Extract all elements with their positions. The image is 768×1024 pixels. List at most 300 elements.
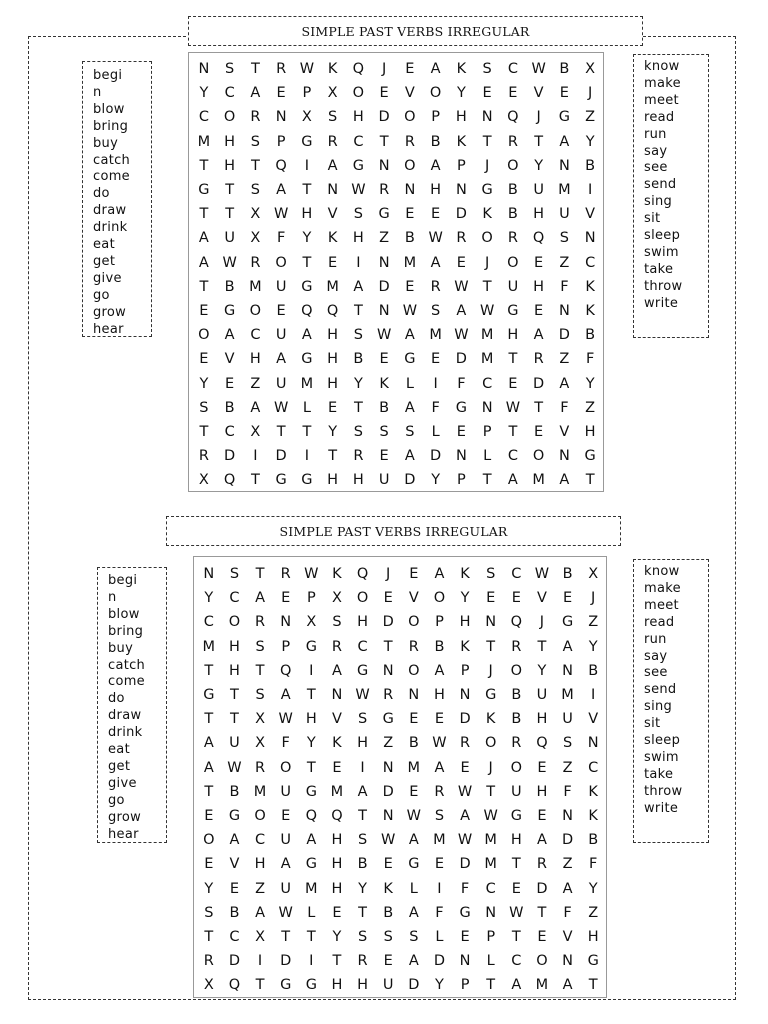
letter-cell: B: [588, 832, 599, 849]
letter-cell: W: [432, 735, 447, 752]
letter-cell: H: [331, 977, 343, 994]
letter-cell: V: [229, 856, 240, 873]
letter-cell: N: [203, 566, 215, 583]
letter-cell: O: [223, 109, 236, 126]
letter-cell: A: [250, 399, 261, 416]
letter-cell: E: [383, 953, 393, 970]
letter-cell: R: [430, 278, 441, 295]
letter-cell: M: [403, 254, 417, 271]
letter-cell: I: [360, 759, 365, 776]
word-item: bring: [93, 118, 129, 134]
word-item: read: [644, 109, 675, 125]
letter-cell: R: [280, 566, 291, 583]
letter-cell: S: [353, 206, 363, 223]
letter-cell: F: [276, 230, 286, 247]
letter-cell: L: [483, 448, 492, 465]
letter-cell: A: [536, 832, 547, 849]
letter-cell: T: [511, 856, 521, 873]
letter-cell: K: [485, 711, 496, 728]
letter-cell: T: [486, 638, 496, 655]
letter-cell: N: [558, 302, 570, 319]
letter-cell: C: [507, 448, 518, 465]
grid-row: [196, 828, 606, 852]
letter-cell: G: [584, 448, 596, 465]
word-item: sing: [644, 194, 673, 210]
letter-cell: R: [203, 953, 214, 970]
letter-cell: M: [433, 832, 446, 849]
letter-cell: Y: [456, 85, 466, 102]
letter-cell: S: [486, 566, 496, 583]
letter-cell: H: [536, 711, 548, 728]
letter-cell: C: [224, 85, 235, 102]
letter-cell: P: [435, 614, 444, 631]
letter-cell: T: [225, 206, 235, 223]
letter-cell: P: [457, 157, 466, 174]
letter-cell: A: [434, 662, 445, 679]
grid-row: [191, 130, 603, 154]
letter-cell: T: [281, 928, 291, 945]
letter-cell: T: [486, 783, 496, 800]
letter-cell: B: [229, 904, 240, 921]
letter-cell: V: [533, 85, 544, 102]
letter-cell: A: [562, 880, 573, 897]
letter-cell: X: [250, 423, 261, 440]
letter-cell: C: [588, 759, 599, 776]
letter-cell: O: [408, 614, 420, 631]
letter-cell: F: [281, 735, 290, 752]
letter-cell: F: [560, 278, 569, 295]
word-item: know: [644, 564, 680, 579]
word-item: catch: [93, 152, 131, 168]
letter-cell: W: [428, 230, 443, 247]
letter-cell: T: [204, 711, 214, 728]
letter-cell: E: [537, 807, 547, 824]
letter-cell: E: [434, 856, 445, 873]
letter-cell: H: [533, 278, 545, 295]
letter-cell: C: [511, 953, 522, 970]
grid-row: [196, 756, 606, 780]
letter-cell: T: [585, 472, 595, 489]
letter-cell: R: [353, 448, 364, 465]
word-list: [98, 568, 166, 843]
letter-cell: C: [585, 254, 596, 271]
word-search-grid: [188, 52, 604, 492]
letter-cell: A: [559, 375, 570, 392]
letter-cell: O: [203, 832, 215, 849]
letter-cell: I: [304, 448, 310, 465]
word-item: sit: [644, 716, 661, 732]
grid-row: [196, 683, 606, 707]
letter-cell: X: [250, 206, 261, 223]
letter-cell: F: [460, 880, 470, 897]
letter-cell: R: [408, 638, 419, 655]
letter-cell: M: [249, 278, 262, 295]
letter-cell: E: [332, 759, 342, 776]
letter-cell: J: [484, 254, 490, 271]
letter-cell: P: [302, 85, 312, 102]
word-item: eat: [108, 742, 130, 758]
grid-row: [196, 925, 606, 949]
letter-cell: T: [199, 206, 209, 223]
letter-cell: T: [332, 953, 342, 970]
letter-cell: E: [405, 278, 415, 295]
letter-cell: W: [351, 182, 366, 199]
letter-cell: H: [228, 662, 240, 679]
letter-cell: I: [257, 953, 263, 970]
letter-cell: N: [587, 735, 599, 752]
letter-cell: V: [224, 351, 235, 368]
letter-cell: H: [533, 206, 545, 223]
word-item: write: [644, 295, 679, 311]
word-item: say: [644, 648, 668, 664]
letter-cell: P: [457, 472, 466, 489]
letter-cell: H: [331, 856, 343, 873]
letter-cell: N: [198, 61, 210, 78]
letter-cell: R: [250, 254, 261, 271]
letter-cell: E: [456, 254, 466, 271]
letter-cell: C: [357, 638, 368, 655]
letter-cell: N: [404, 182, 416, 199]
letter-cell: U: [382, 977, 394, 994]
letter-cell: W: [457, 783, 473, 800]
letter-cell: D: [404, 472, 416, 489]
letter-cell: D: [228, 953, 241, 970]
letter-cell: E: [511, 590, 521, 607]
letter-cell: B: [511, 687, 522, 704]
letter-cell: O: [228, 614, 241, 631]
letter-cell: S: [357, 832, 368, 849]
letter-cell: G: [408, 856, 420, 873]
letter-cell: T: [379, 133, 389, 150]
letter-cell: O: [404, 109, 416, 126]
grid-row: [196, 659, 606, 683]
letter-cell: M: [253, 783, 267, 800]
letter-cell: C: [229, 590, 240, 607]
letter-cell: E: [559, 85, 569, 102]
letter-cell: U: [562, 711, 573, 728]
letter-cell: M: [480, 351, 494, 368]
grid-row: [191, 371, 603, 395]
letter-cell: W: [273, 399, 289, 416]
letter-cell: I: [309, 953, 314, 970]
letter-cell: O: [249, 302, 262, 319]
letter-cell: E: [281, 590, 291, 607]
word-item: n: [108, 589, 117, 605]
letter-cell: K: [588, 783, 598, 800]
letter-cell: K: [332, 566, 342, 583]
grid-row: [191, 396, 603, 420]
letter-cell: S: [353, 327, 363, 344]
letter-cell: B: [408, 735, 419, 752]
letter-cell: U: [533, 182, 544, 199]
letter-cell: E: [409, 566, 419, 583]
right-word-list: [633, 54, 709, 338]
letter-cell: Q: [275, 157, 287, 174]
grid-row: [196, 780, 606, 804]
letter-cell: F: [563, 783, 572, 800]
letter-cell: H: [224, 157, 236, 174]
letter-cell: W: [509, 904, 524, 921]
letter-cell: E: [482, 85, 492, 102]
letter-cell: G: [455, 399, 467, 416]
letter-cell: R: [250, 109, 261, 126]
word-item: send: [644, 177, 677, 193]
letter-cell: N: [382, 807, 394, 824]
letter-cell: U: [229, 735, 240, 752]
letter-cell: T: [306, 928, 316, 945]
letter-cell: B: [430, 133, 441, 150]
letter-cell: E: [409, 783, 419, 800]
letter-cell: T: [225, 182, 235, 199]
letter-cell: H: [249, 351, 261, 368]
grid-row: [196, 973, 606, 997]
letter-cell: B: [562, 566, 573, 583]
letter-cell: V: [559, 423, 570, 440]
letter-cell: A: [460, 807, 471, 824]
letter-cell: U: [275, 375, 287, 392]
letter-cell: P: [276, 133, 286, 150]
letter-cell: R: [404, 133, 415, 150]
letter-cell: T: [230, 687, 239, 704]
letter-cell: D: [533, 375, 545, 392]
letter-cell: W: [479, 302, 495, 319]
letter-cell: E: [204, 807, 214, 824]
letter-cell: W: [227, 759, 242, 776]
letter-cell: T: [250, 472, 260, 489]
letter-cell: G: [275, 472, 287, 489]
letter-cell: H: [327, 375, 339, 392]
letter-cell: R: [198, 448, 209, 465]
letter-cell: A: [562, 977, 573, 994]
letter-cell: E: [508, 375, 518, 392]
letter-cell: M: [480, 327, 494, 344]
word-item: meet: [644, 92, 679, 108]
letter-cell: A: [430, 157, 441, 174]
letter-cell: Q: [305, 807, 318, 824]
letter-cell: A: [357, 783, 368, 800]
letter-cell: O: [481, 230, 493, 247]
letter-cell: E: [383, 590, 393, 607]
letter-cell: M: [561, 687, 574, 704]
letter-cell: Q: [301, 302, 313, 319]
letter-cell: Q: [507, 109, 519, 126]
letter-cell: H: [352, 472, 364, 489]
letter-cell: U: [280, 832, 291, 849]
word-item: drink: [108, 725, 143, 741]
letter-cell: S: [434, 807, 445, 824]
letter-cell: M: [326, 278, 339, 295]
letter-cell: J: [488, 662, 493, 679]
letter-cell: E: [383, 856, 393, 873]
letter-cell: S: [250, 182, 260, 199]
letter-cell: W: [457, 832, 473, 849]
letter-cell: Y: [358, 880, 367, 897]
letter-cell: N: [455, 448, 467, 465]
letter-cell: X: [588, 566, 599, 583]
word-item: make: [644, 580, 681, 596]
letter-cell: T: [486, 977, 496, 994]
letter-cell: N: [327, 182, 339, 199]
letter-cell: L: [302, 399, 311, 416]
word-item: sleep: [644, 733, 681, 749]
letter-cell: B: [507, 206, 518, 223]
letter-cell: A: [511, 977, 522, 994]
letter-cell: S: [328, 109, 338, 126]
letter-cell: S: [409, 928, 419, 945]
letter-cell: X: [203, 977, 214, 994]
word-item: hear: [108, 826, 139, 842]
word-list: [83, 62, 151, 337]
word-item: throw: [644, 783, 683, 799]
letter-cell: G: [305, 977, 317, 994]
letter-cell: A: [533, 327, 544, 344]
letter-cell: Y: [588, 638, 598, 655]
letter-cell: E: [537, 928, 547, 945]
letter-cell: F: [457, 375, 466, 392]
letter-cell: G: [481, 182, 493, 199]
letter-cell: A: [408, 953, 419, 970]
letter-cell: N: [485, 904, 497, 921]
letter-cell: T: [353, 302, 363, 319]
letter-cell: X: [255, 711, 266, 728]
letter-cell: H: [331, 832, 343, 849]
letter-cell: T: [353, 399, 363, 416]
word-item: go: [93, 287, 110, 303]
letter-cell: C: [353, 133, 364, 150]
letter-cell: K: [383, 880, 393, 897]
letter-cell: D: [430, 448, 442, 465]
letter-cell: T: [306, 759, 316, 776]
letter-cell: T: [358, 904, 367, 921]
letter-cell: Z: [585, 109, 596, 126]
letter-cell: H: [357, 735, 369, 752]
letter-cell: I: [591, 687, 596, 704]
letter-cell: A: [456, 302, 467, 319]
letter-cell: N: [485, 614, 497, 631]
letter-cell: E: [328, 399, 338, 416]
word-item: do: [93, 186, 110, 202]
letter-cell: K: [460, 566, 470, 583]
letter-cell: M: [197, 133, 211, 150]
letter-cell: T: [204, 928, 214, 945]
letter-cell: E: [431, 206, 441, 223]
letter-cell: T: [199, 157, 209, 174]
word-item: catch: [108, 657, 146, 673]
letter-cell: W: [454, 278, 469, 295]
letter-cell: G: [280, 977, 292, 994]
letter-cell: Q: [356, 566, 369, 583]
letter-cell: K: [585, 278, 595, 295]
letter-cell: D: [378, 278, 390, 295]
letter-cell: E: [204, 856, 214, 873]
word-item: begi: [93, 68, 123, 83]
letter-cell: M: [407, 759, 421, 776]
letter-cell: D: [433, 953, 446, 970]
letter-cell: E: [508, 85, 518, 102]
letter-cell: A: [404, 327, 415, 344]
letter-cell: E: [199, 302, 209, 319]
letter-cell: T: [511, 928, 521, 945]
letter-cell: Y: [302, 230, 312, 247]
word-item: bring: [108, 623, 144, 639]
letter-cell: W: [376, 327, 392, 344]
letter-cell: W: [299, 61, 315, 78]
letter-cell: Y: [431, 472, 441, 489]
word-item: buy: [93, 135, 119, 151]
letter-cell: T: [537, 904, 547, 921]
letter-cell: E: [379, 351, 389, 368]
letter-cell: H: [536, 783, 548, 800]
letter-cell: D: [455, 206, 467, 223]
letter-cell: X: [306, 614, 317, 631]
letter-cell: D: [275, 448, 287, 465]
grid-row: [191, 323, 603, 347]
letter-cell: O: [510, 662, 523, 679]
letter-cell: E: [511, 880, 521, 897]
letter-cell: A: [276, 351, 287, 368]
letter-cell: E: [562, 590, 573, 607]
letter-cell: A: [404, 399, 415, 416]
letter-cell: B: [224, 278, 235, 295]
letter-cell: N: [408, 687, 420, 704]
letter-cell: R: [507, 230, 518, 247]
letter-cell: B: [357, 856, 368, 873]
letter-cell: G: [382, 711, 394, 728]
letter-cell: S: [559, 230, 569, 247]
letter-cell: R: [255, 614, 266, 631]
letter-cell: L: [307, 904, 316, 921]
letter-cell: G: [301, 472, 313, 489]
letter-cell: W: [381, 832, 396, 849]
letter-cell: K: [456, 133, 467, 150]
letter-cell: H: [301, 206, 313, 223]
letter-cell: D: [459, 856, 471, 873]
letter-cell: D: [561, 832, 574, 849]
letter-cell: L: [435, 928, 444, 945]
letter-cell: Y: [204, 880, 214, 897]
letter-cell: S: [250, 133, 260, 150]
letter-cell: N: [382, 759, 394, 776]
letter-cell: K: [332, 735, 342, 752]
letter-cell: H: [228, 638, 240, 655]
word-item: make: [644, 75, 681, 91]
letter-cell: N: [280, 614, 292, 631]
letter-cell: A: [306, 832, 317, 849]
grid-row: [196, 610, 606, 634]
letter-cell: R: [511, 638, 522, 655]
letter-cell: A: [198, 230, 209, 247]
letter-cell: O: [198, 327, 210, 344]
letter-cell: T: [255, 566, 265, 583]
grid-row: [191, 178, 603, 202]
letter-cell: E: [328, 254, 338, 271]
letter-cell: D: [280, 953, 292, 970]
letter-cell: X: [585, 61, 596, 78]
letter-cell: Q: [331, 807, 343, 824]
letter-cell: G: [352, 157, 364, 174]
letter-cell: C: [224, 423, 235, 440]
letter-cell: E: [276, 85, 286, 102]
letter-cell: S: [357, 928, 368, 945]
grid-row: [191, 468, 603, 492]
letter-cell: Y: [328, 423, 338, 440]
letter-cell: V: [404, 85, 415, 102]
letter-cell: S: [332, 614, 342, 631]
letter-cell: A: [280, 856, 291, 873]
letter-cell: U: [275, 327, 287, 344]
letter-cell: S: [225, 61, 235, 78]
letter-cell: S: [229, 566, 240, 583]
